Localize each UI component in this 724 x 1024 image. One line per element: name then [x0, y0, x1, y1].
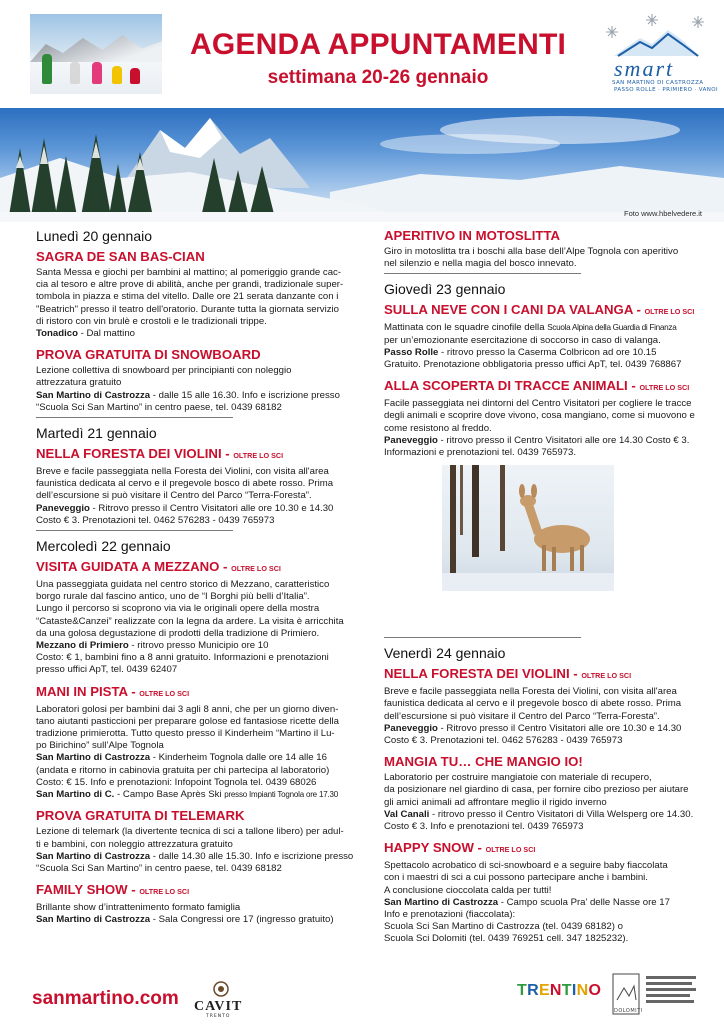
day-heading: Lunedì 20 gennaio: [36, 228, 152, 244]
left-column: [36, 228, 354, 927]
divider: [384, 637, 581, 638]
day-heading: Giovedì 23 gennaio: [384, 281, 506, 298]
event-title: SULLA NEVE CON I CANI DA VALANGA - OLTRE LO SCI: [384, 302, 695, 318]
event-location: San Martino di Castrozza: [36, 752, 151, 764]
smart-logo-word: smart: [614, 56, 675, 81]
day-heading: Martedì 21 gennaio: [36, 425, 157, 442]
cavit-logo: [188, 980, 254, 1020]
divider: [36, 530, 233, 531]
snowflake-icon: [600, 10, 712, 60]
event-title: ALLA SCOPERTA DI TRACCE ANIMALI - OLTRE LO SCI: [384, 378, 690, 394]
event-location: San Martino di Castrozza: [36, 389, 151, 401]
event-description: Santa Messa e giochi per bambini al mattino; al pomeriggio grande cac- cia al tesoro e altre prove di abilità, anche per grandi, tradizionale super- tombola in piazza e stima del vitello. Dalle ore 21 serata danzante con i "Beatrich" presso il teatro dell'oratorio. Durante tutta la giornata servizio di ristoro con vin brulè e crostoli e le tradizionali trippe. Tonadico - Dal mattino: [36, 267, 344, 340]
oltre-lo-sci-tag: OLTRE LO SCI: [485, 845, 536, 855]
dolomiti-caption: DOLOMITI: [614, 1008, 643, 1014]
oltre-lo-sci-tag: OLTRE LO SCI: [139, 688, 190, 698]
event-location: Tonadico: [36, 328, 78, 340]
cavit-wordmark: CAVIT: [194, 999, 243, 1014]
page-header: [0, 0, 724, 108]
kids-skiing-photo: [30, 14, 162, 94]
photo-credit: Foto www.hbelvedere.it: [624, 209, 702, 218]
oltre-lo-sci-tag: OLTRE LO SCI: [581, 671, 632, 681]
event-title: NELLA FORESTA DEI VIOLINI - OLTRE LO SCI: [384, 666, 632, 682]
mountain-banner-photo: [0, 108, 724, 222]
day-heading: Mercoledì 22 gennaio: [36, 538, 171, 555]
smart-logo-subline-2: PASSO ROLLE · PRIMIERO · VANOI: [614, 87, 719, 93]
event-location: Passo Rolle: [384, 346, 439, 358]
event-title: MANI IN PISTA - OLTRE LO SCI: [36, 683, 190, 699]
event-description: Lezione di telemark (la divertente tecnica di sci a tallone libero) per adul- ti e bambini, con noleggio attrezzatura gratuito San Martino di Castrozza - dalle 14.30 alle 15.30. Info e iscrizione presso “Scuola Sci San Martino” in centro paese, tel. 0439 68182: [36, 826, 354, 874]
event-title: PROVA GRATUITA DI TELEMARK: [36, 808, 245, 824]
day-heading: Venerdì 24 gennaio: [384, 645, 506, 662]
event-description: Lezione collettiva di snowboard per principianti con noleggio attrezzatura gratuito San Martino di Castrozza - dalle 15 alle 16.30. Info e iscrizione presso “Scuola Sci San Martino” in centro paese, tel. 0439 68182: [36, 365, 340, 413]
event-description: Una passeggiata guidata nel centro storico di Mezzano, caratteristico borgo rurale dal fascino antico, uno de “I Borghi più belli d’Italia”. Lungo il percorso si scoprono via via le originali opere della mostra “Cataste&Canzei” realizzate con la legna da ardere. La visita è arricchita da una golosa degustazione di prodotti della tradizione di Primiero. Mezzano di Primiero - ritrovo presso Municipio ore 10 Costo: € 1, bambini fino a 8 anni gratuito. Informazioni e prenotazioni presso uffici ApT, tel. 0439 62407: [36, 579, 344, 676]
trentino-logo: TRENTINO: [517, 982, 602, 999]
cavit-subline: TRENTO: [206, 1014, 231, 1019]
event-title: VISITA GUIDATA A MEZZANO - OLTRE LO SCI: [36, 559, 281, 575]
event-location: Paneveggio: [384, 722, 438, 734]
event-description: Spettacolo acrobatico di sci-snowboard e a seguire baby fiaccolata con i maestri di sci a cui possono partecipare anche i bambini. A conclusione cioccolata calda per tutti! San Martino di Castrozza - Campo scuola Pra’ delle Nasse ore 17 Info e prenotazioni (fiaccolata): Scuola Sci San Martino di Castrozza (tel. 0439 68182) o Scuola Sci Dolomiti (tel. 0439 769251 cell. 347 1825232).: [384, 860, 670, 945]
event-title: MANGIA TU… CHE MANGIO IO!: [384, 754, 583, 770]
event-location: San Martino di Castrozza: [36, 914, 151, 926]
oltre-lo-sci-tag: OLTRE LO SCI: [233, 451, 284, 461]
event-description: Giro in motoslitta tra i boschi alla base dell’Alpe Tognola con aperitivo nel silenzio e nella magia del bosco innevato.: [384, 246, 679, 270]
mountain-landscape-image: [0, 108, 724, 222]
oltre-lo-sci-tag: OLTRE LO SCI: [139, 887, 190, 897]
event-description: Laboratori golosi per bambini dai 3 agli 8 anni, che per un giorno diven- tano aiutanti pasticcioni per preparare golose ed fantasiose ricette della tradizione primierotta. Tutto questo presso il Kinderheim “Martino il Lu- po Birichino” sull’Alpe Tognola San Martino di Castrozza - Kinderheim Tognola dalle ore 14 alle 16 (andata e ritorno in cabinovia gratuita per chi partecipa al laboratorio) Costo: € 15. Info e prenotazioni: Infopoint Tognola tel. 0439 68026 San Martino di C. - Campo Base Après Ski presso Impianti Tognola ore 17.30: [36, 703, 339, 801]
divider: [36, 417, 233, 418]
event-title: NELLA FORESTA DEI VIOLINI - OLTRE LO SCI: [36, 446, 284, 462]
page-subtitle: settimana 20-26 gennaio: [267, 67, 489, 88]
smart-logo-subline: SAN MARTINO DI CASTROZZA: [612, 80, 704, 86]
event-location: Val Canali: [384, 808, 430, 820]
dolomiti-unesco-logo: [612, 970, 700, 1018]
event-title: SAGRA DE SAN BAS-CIAN: [36, 249, 205, 264]
event-description: Breve e facile passeggiata nella Foresta dei Violini, con visita all'area faunistica dedicata al cervo e il pregevole bosco di abete rosso. Prima dell’escursione si può visitare il Centro del Parco “Terra-Foresta”. Paneveggio - Ritrovo presso il Centro Visitatori alle ore 10.30 e 14.30 Costo € 3. Prenotazioni tel. 0462 576283 - 0439 765973: [384, 686, 682, 747]
event-location: San Martino di Castrozza: [384, 896, 499, 908]
oltre-lo-sci-tag: OLTRE LO SCI: [231, 564, 281, 574]
event-location: Mezzano di Primiero: [36, 640, 129, 652]
event-description: Laboratorio per costruire mangiatoie con materiale di recupero, da posizionare nel giardino di casa, per fornire cibo prezioso per aiutare gli amici animali ad affrontare meglio il rigido inverno Val Canali - ritrovo presso il Centro Visitatori di Villa Welsperg ore 14.30. Costo € 3. Info e prenotazioni tel. 0439 765973: [384, 772, 694, 833]
event-description: Mattinata con le squadre cinofile della Scuola Alpina della Guardia di Finanza per un’emozionante esercitazione di soccorso in caso di valanga. Passo Rolle - ritrovo presso la Caserma Colbricon ad ore 10.15 Gratuito. Prenotazione obbligatoria presso uffici ApT, tel. 0439 768867: [384, 322, 682, 371]
event-location: San Martino di Castrozza: [36, 850, 151, 862]
event-title: APERITIVO IN MOTOSLITTA: [384, 228, 561, 243]
event-location: Paneveggio: [36, 502, 90, 514]
oltre-lo-sci-tag: OLTRE LO SCI: [639, 383, 690, 393]
event-title: PROVA GRATUITA DI SNOWBOARD: [36, 347, 261, 363]
smart-logo: [600, 10, 719, 96]
page-title: AGENDA APPUNTAMENTI: [189, 28, 567, 61]
event-location: Paneveggio: [384, 434, 438, 446]
oltre-lo-sci-tag: OLTRE LO SCI: [644, 307, 695, 317]
deer-in-snow-image: [442, 465, 614, 591]
event-location: San Martino di C.: [36, 789, 115, 801]
right-column: [384, 228, 700, 946]
event-title: FAMILY SHOW - OLTRE LO SCI: [36, 882, 190, 898]
website-link[interactable]: sanmartino.com: [32, 988, 179, 1009]
event-title: HAPPY SNOW - OLTRE LO SCI: [384, 840, 536, 856]
event-description: Facile passeggiata nei dintorni del Centro Visitatori per cogliere le tracce degli animali e scoprire dove vivono, cosa mangiano, come si muovono e come resistono al freddo. Paneveggio - ritrovo presso il Centro Visitatori alle ore 14.30 Costo € 3. Informazioni e prenotazioni tel. 0439 765973.: [384, 398, 695, 459]
event-description: Breve e facile passeggiata nella Foresta dei Violini, con visita all'area faunistica dedicata al cervo e il pregevole bosco di abete rosso. Prima dell’escursione si può visitare il Centro del Parco “Terra-Foresta”. Paneveggio - Ritrovo presso il Centro Visitatori alle ore 10.30 e 14.30 Costo € 3. Prenotazioni tel. 0462 576283 - 0439 765973: [36, 466, 334, 526]
divider: [384, 273, 581, 274]
event-description: Brillante show d’intrattenimento formato famiglia San Martino di Castrozza - Sala Congressi ore 17 (ingresso gratuito): [36, 902, 334, 926]
